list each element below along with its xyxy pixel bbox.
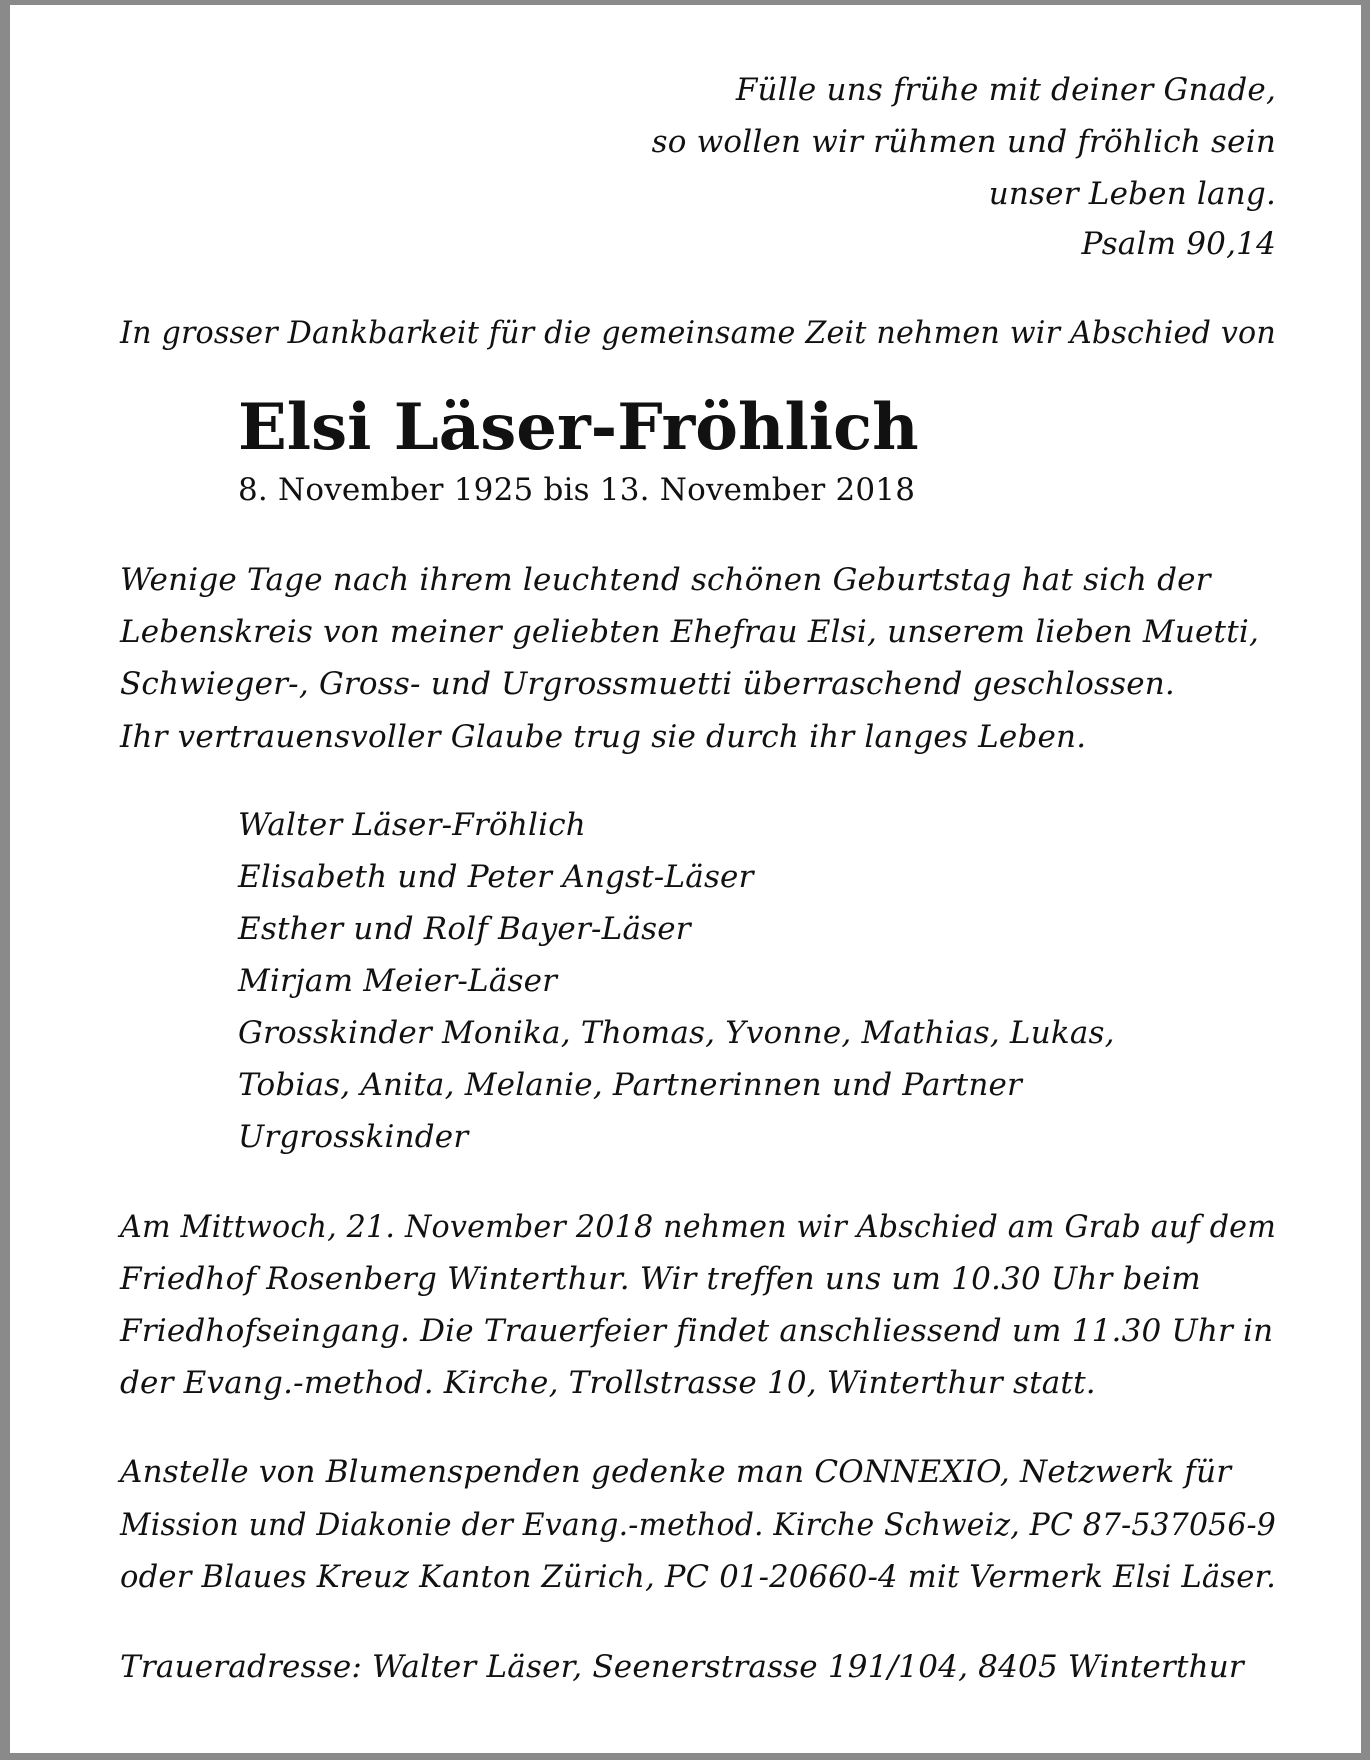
mourning-address: Traueradresse: Walter Läser, Seenerstrasse 191/104, 8405 Winterthur [120, 1649, 1244, 1685]
mourner: Elisabeth und Peter Angst-Läser [238, 859, 754, 895]
verse-reference: Psalm 90,14 [1081, 226, 1276, 262]
mourner: Esther und Rolf Bayer-Läser [238, 911, 691, 947]
mourner: Urgrosskinder [238, 1119, 469, 1155]
verse-line: Fülle uns frühe mit deiner Gnade, [735, 72, 1276, 108]
ceremony-line: Am Mittwoch, 21. November 2018 nehmen wir Abschied am Grab auf dem [120, 1209, 1276, 1245]
mourner: Mirjam Meier-Läser [238, 963, 558, 999]
ceremony-line: Friedhofseingang. Die Trauerfeier findet anschliessend um 11.30 Uhr in [120, 1313, 1274, 1349]
message-line: Schwieger-, Gross- und Urgrossmuetti überraschend geschlossen. [120, 666, 1175, 702]
life-dates: 8. November 1925 bis 13. November 2018 [238, 472, 916, 508]
ceremony-line: der Evang.-method. Kirche, Trollstrasse 10, Winterthur statt. [120, 1365, 1096, 1401]
verse-line: so wollen wir rühmen und fröhlich sein [651, 124, 1276, 160]
message-line: Wenige Tage nach ihrem leuchtend schönen Geburtstag hat sich der [120, 562, 1211, 598]
intro-text: In grosser Dankbarkeit für die gemeinsame Zeit nehmen wir Abschied von [120, 315, 1276, 351]
ceremony-line: Friedhof Rosenberg Winterthur. Wir treffen uns um 10.30 Uhr beim [120, 1261, 1201, 1297]
message-line: Ihr vertrauensvoller Glaube trug sie durch ihr langes Leben. [120, 719, 1087, 755]
donations-line: oder Blaues Kreuz Kanton Zürich, PC 01-20660-4 mit Vermerk Elsi Läser. [120, 1559, 1276, 1595]
mourner: Walter Läser-Fröhlich [238, 807, 586, 843]
deceased-name: Elsi Läser-Fröhlich [238, 390, 919, 465]
verse-line: unser Leben lang. [988, 176, 1276, 212]
message-line: Lebenskreis von meiner geliebten Ehefrau Elsi, unserem lieben Muetti, [120, 614, 1260, 650]
donations-line: Mission und Diakonie der Evang.-method. Kirche Schweiz, PC 87-537056-9 [120, 1507, 1276, 1543]
mourner: Tobias, Anita, Melanie, Partnerinnen und Partner [238, 1067, 1023, 1103]
donations-line: Anstelle von Blumenspenden gedenke man CONNEXIO, Netzwerk für [120, 1454, 1232, 1490]
mourner: Grosskinder Monika, Thomas, Yvonne, Mathias, Lukas, [238, 1015, 1115, 1051]
